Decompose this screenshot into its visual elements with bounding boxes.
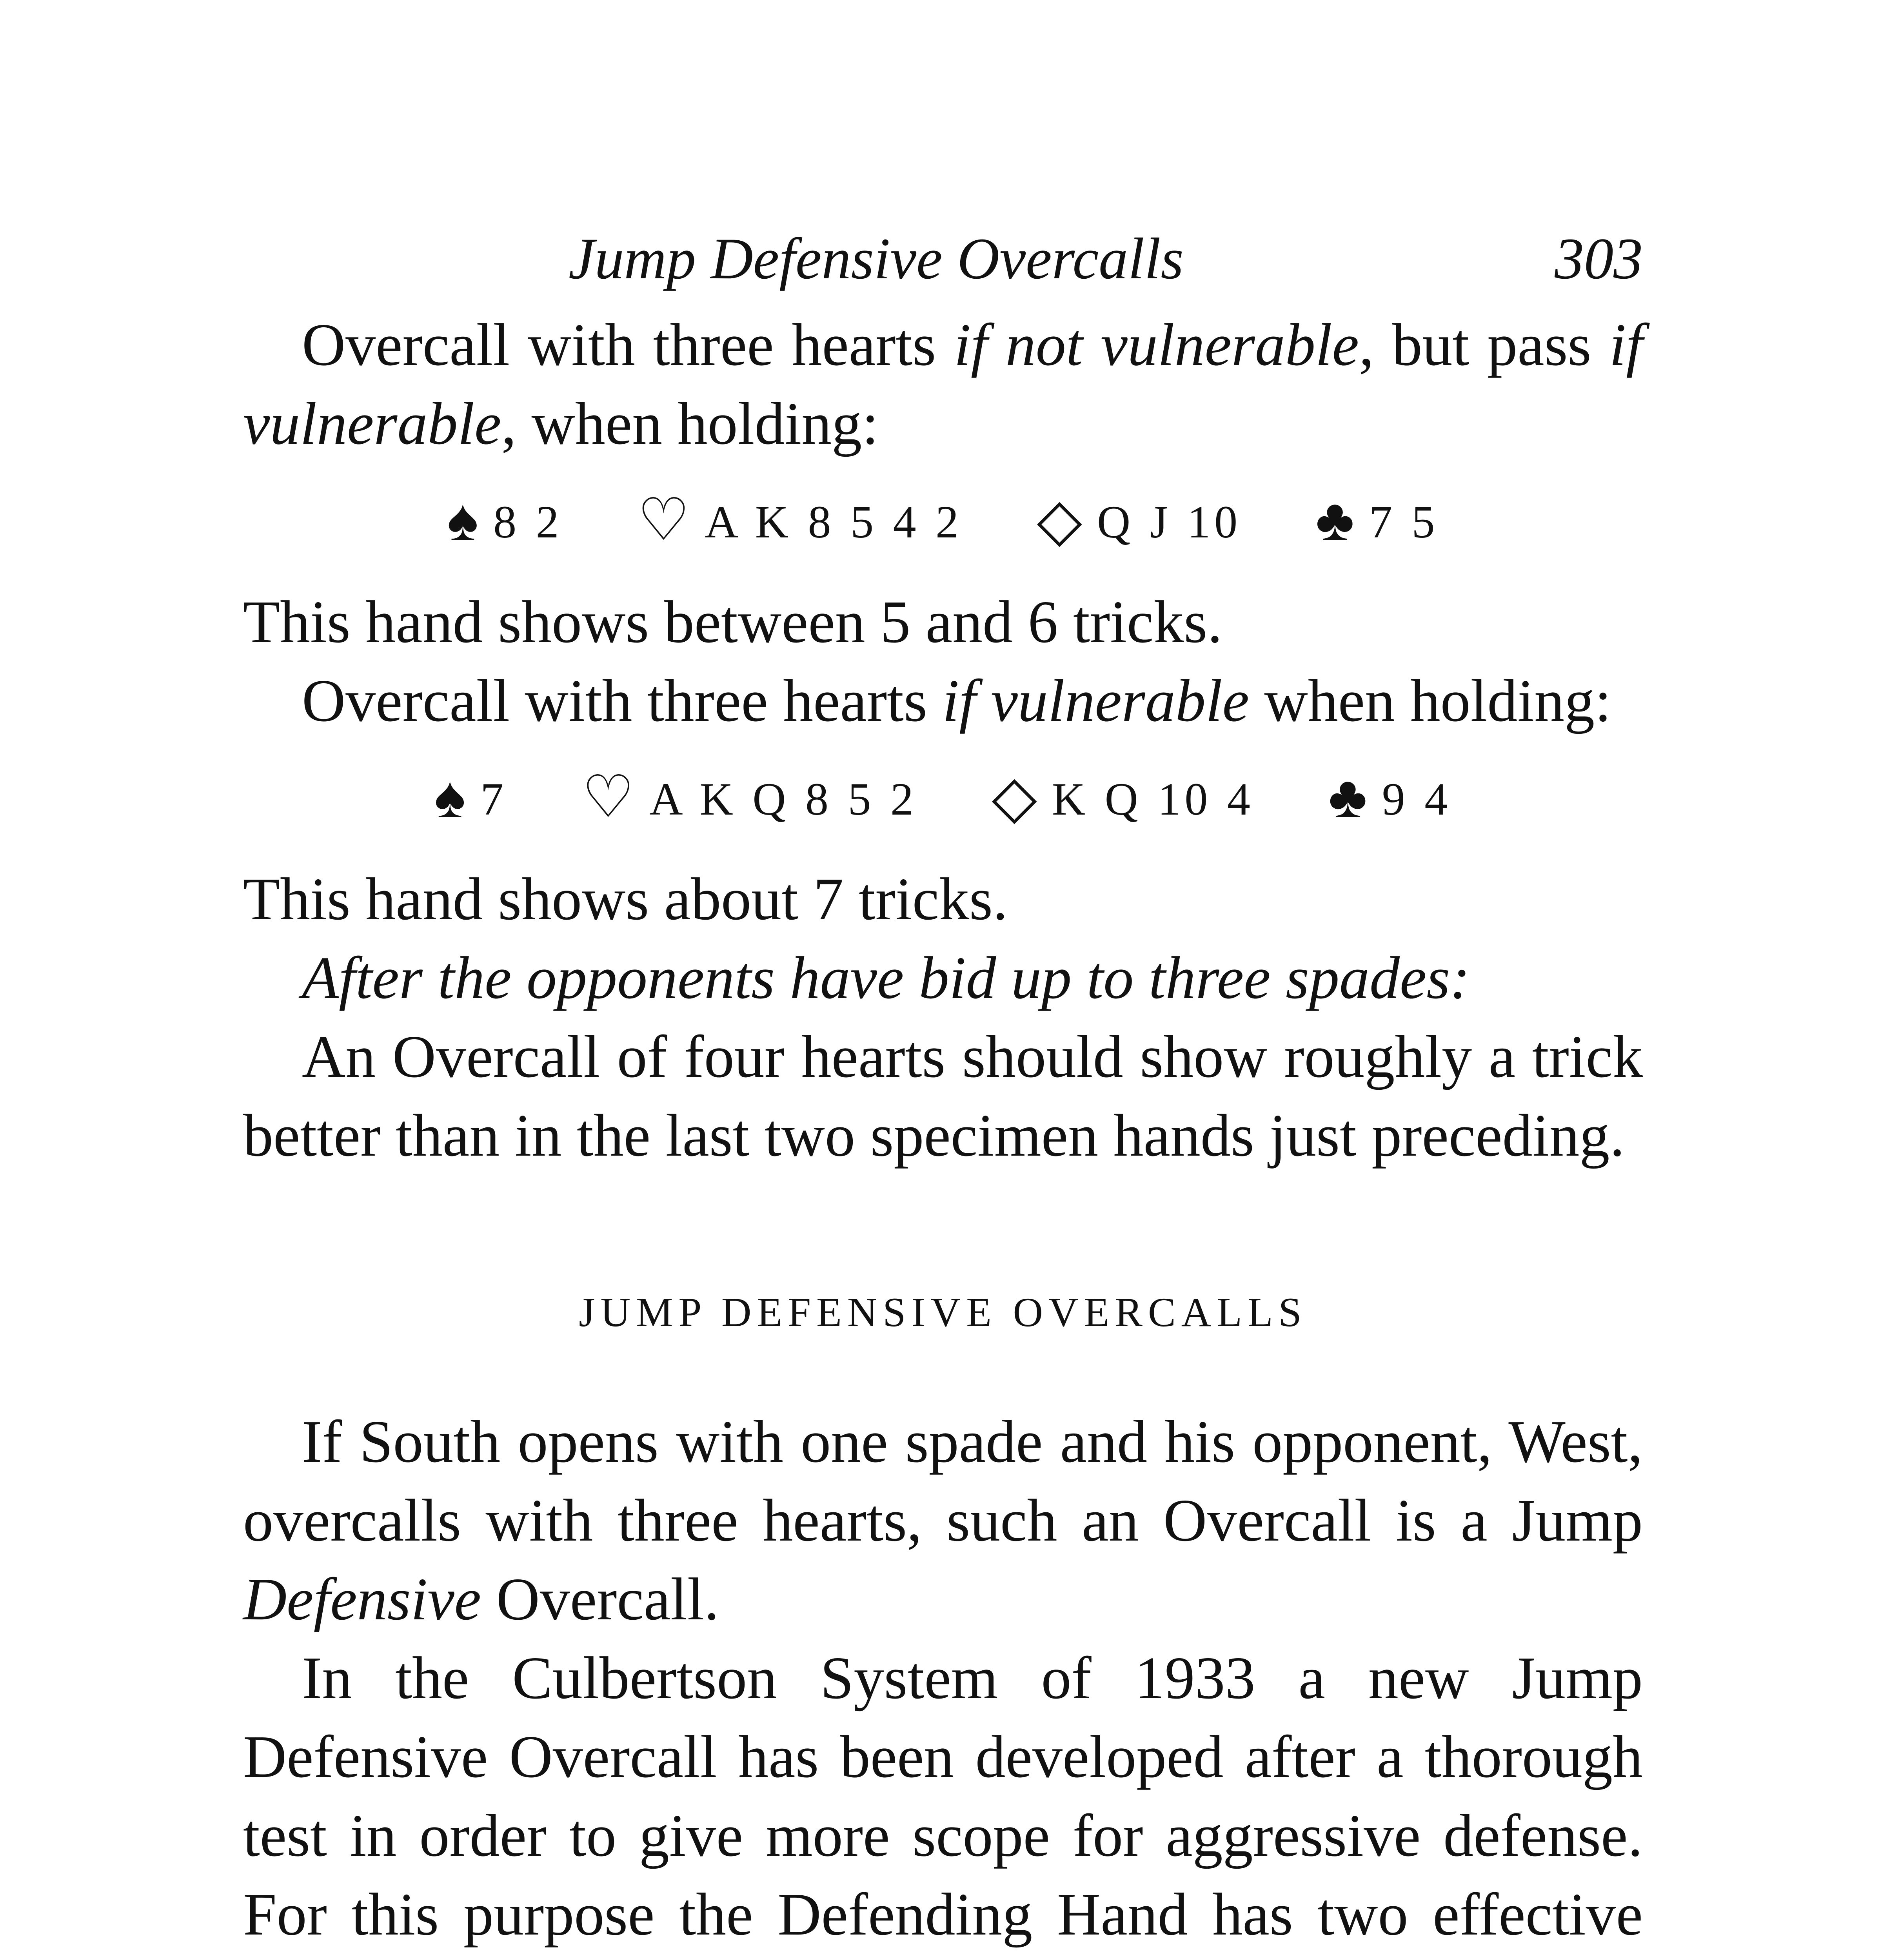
paragraph-5: After the opponents have bid up to three spades: xyxy=(302,945,1470,1011)
paragraph-6: An Overcall of four hearts should show roughly a trick better than in the last two specimen hands just preceding. xyxy=(243,1024,1643,1169)
hand-2-diamonds-cards: K Q 10 4 xyxy=(1052,773,1254,825)
paragraph-7-part-a: If South opens with one spade and his opponent, West, overcalls with three hearts, such an Overcall is a Jump xyxy=(243,1408,1643,1554)
paragraph-7-part-c: Overcall. xyxy=(481,1566,719,1633)
club-icon: ♣ xyxy=(1315,488,1359,553)
hand-1-diamonds xyxy=(1037,487,1242,555)
club-icon: ♣ xyxy=(1328,765,1371,830)
hand-2-clubs-cards: 9 4 xyxy=(1382,773,1452,825)
paragraph-1-part-a: Overcall with three hearts xyxy=(302,312,954,378)
body-text xyxy=(243,306,1643,1960)
running-head xyxy=(569,220,1643,298)
paragraph-7 xyxy=(243,1403,1643,1639)
paragraph-7-emphasis-defensive: Defensive xyxy=(243,1566,481,1633)
paragraph-1-emphasis-vulnerable: if vulnerable xyxy=(243,312,1643,457)
paragraph-2: This hand shows between 5 and 6 tricks. xyxy=(243,589,1222,655)
paragraph-8: In the Culbertson System of 1933 a new Jump Defensive Overcall has been developed after a thorough test in order to give more scope for aggressive defense. For this purpose the Defending Hand has two effective xyxy=(243,1645,1643,1948)
hand-2-hearts-cards: A K Q 8 5 2 xyxy=(649,773,918,825)
paragraph-1 xyxy=(243,306,1643,463)
heart-icon: ♡ xyxy=(637,488,694,553)
paragraph-1-part-e: , when holding: xyxy=(501,390,879,457)
hand-1-spades xyxy=(447,487,563,555)
running-title: Jump Defensive Overcalls xyxy=(569,226,1184,291)
heart-icon: ♡ xyxy=(581,765,639,830)
paragraph-4: This hand shows about 7 tricks. xyxy=(243,866,1008,933)
paragraph-1-part-c: , but pass xyxy=(1359,312,1609,378)
diamond-icon: ◇ xyxy=(1037,488,1086,553)
hand-1-hearts xyxy=(637,487,963,555)
hand-1-clubs-cards: 7 5 xyxy=(1369,496,1439,548)
paragraph-1-emphasis-not-vulnerable: if not vulnerable xyxy=(954,312,1359,378)
diamond-icon: ◇ xyxy=(992,765,1041,830)
paragraph-3 xyxy=(243,662,1643,740)
hand-1-hearts-cards: A K 8 5 4 2 xyxy=(705,496,963,548)
hand-2-diamonds xyxy=(992,764,1254,833)
card-hand-2 xyxy=(243,764,1643,833)
spade-icon: ♠ xyxy=(434,765,470,830)
hand-2-spades-cards: 7 xyxy=(480,773,508,825)
hand-1-spades-cards: 8 2 xyxy=(493,496,563,548)
card-hand-1 xyxy=(243,487,1643,555)
hand-2-hearts xyxy=(582,764,917,833)
paragraph-3-emphasis-vulnerable: if vulnerable xyxy=(942,668,1250,734)
hand-1-clubs xyxy=(1316,487,1439,555)
section-heading: JUMP DEFENSIVE OVERCALLS xyxy=(579,1289,1307,1335)
page-number: 303 xyxy=(1555,226,1643,291)
spade-icon: ♠ xyxy=(447,488,483,553)
paragraph-3-part-a: Overcall with three hearts xyxy=(302,668,943,734)
paragraph-3-part-c: when holding: xyxy=(1249,668,1611,734)
hand-2-spades xyxy=(434,764,508,833)
hand-1-diamonds-cards: Q J 10 xyxy=(1097,496,1242,548)
hand-2-clubs xyxy=(1328,764,1451,833)
